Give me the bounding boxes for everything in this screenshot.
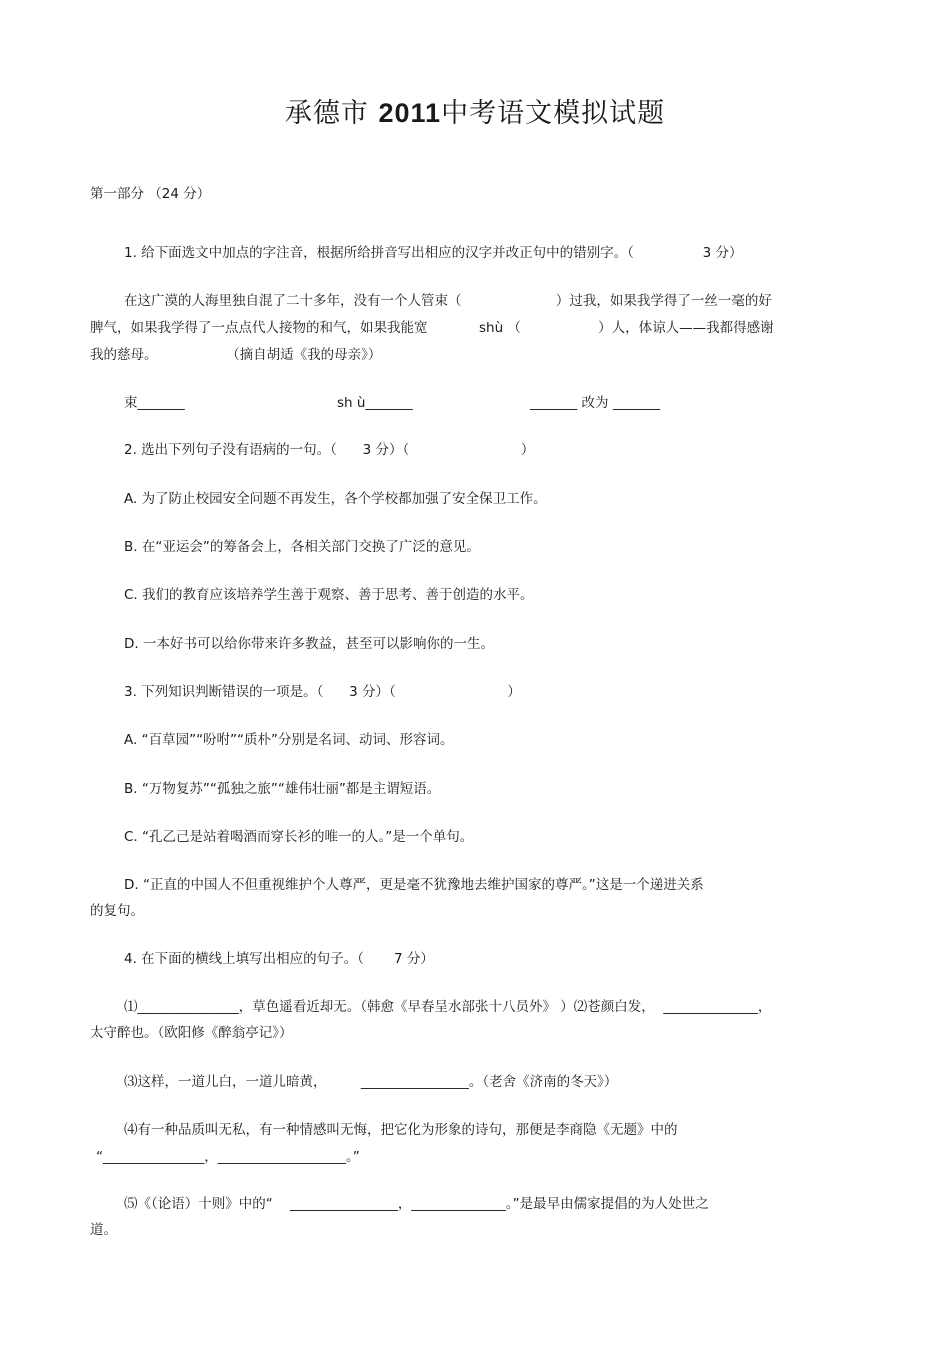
q2-option-c: C. 我们的教育应该培养学生善于观察、善于思考、善于创造的水平。	[124, 587, 534, 603]
q2-option-a: A. 为了防止校园安全问题不再发生，各个学校都加强了安全保卫工作。	[124, 491, 547, 507]
title-prefix: 承德市	[284, 98, 379, 129]
q1-passage-line: 脾气，如果我学得了一点点代人接物的和气，如果我能宽 shù （ ）人，体谅人——我都得感谢	[90, 320, 774, 336]
q3-option-a: A. “百草园”“吩咐”“质朴”分别是名词、动词、形容词。	[124, 732, 454, 748]
q2-stem: 2. 选出下列句子没有语病的一句。（ 3 分）（ ）	[124, 442, 535, 458]
q1-passage-line: 我的慈母。 （摘自胡适《我的母亲》）	[90, 347, 382, 363]
q2-option-d: D. 一本好书可以给你带来许多教益，甚至可以影响你的一生。	[124, 636, 494, 652]
q4-stem: 4. 在下面的横线上填写出相应的句子。（ 7 分）	[124, 951, 434, 967]
q1-blank-a: 束_______	[124, 395, 185, 411]
q4-item-5-continued: 道。	[90, 1222, 117, 1238]
title-suffix: 中考语文模拟试题	[441, 98, 666, 129]
q4-item-5: ⑸《（论语）十则》中的“ ________________，______________。”是最早由儒家提倡的为人处世之	[124, 1196, 709, 1212]
section-heading: 第一部分 （24 分）	[90, 186, 211, 202]
page-title	[0, 93, 950, 134]
q4-item-3: ⑶这样，一道儿白，一道儿暗黄， ________________。（老舍《济南的冬天》）	[124, 1074, 618, 1090]
q3-option-b: B. “万物复苏”“孤独之旅”“雄伟壮丽”都是主谓短语。	[124, 781, 441, 797]
q1-stem: 1. 给下面选文中加点的字注音，根据所给拼音写出相应的汉字并改正句中的错别字。（ 3 分）	[124, 245, 743, 261]
q4-item-1-continued: 太守醉也。（欧阳修《醉翁亭记》）	[90, 1025, 293, 1041]
q4-item-4-continued: “_______________，___________________。”	[96, 1149, 360, 1165]
q3-option-c: C. “孔乙己是站着喝酒而穿长衫的唯一的人。”是一个单句。	[124, 829, 474, 845]
q1-passage-line: 在这广漠的人海里独自混了二十多年，没有一个人管束（ ）过我，如果我学得了一丝一毫的好	[124, 293, 772, 309]
q4-item-1: ⑴_______________，草色遥看近却无。（韩愈《早春呈水部张十八员外》 ）⑵苍颜白发， ______________，	[124, 999, 772, 1015]
q1-blank-b: sh ù_______	[337, 395, 413, 411]
q2-option-b: B. 在“亚运会”的筹备会上，各相关部门交换了广泛的意见。	[124, 539, 480, 555]
q3-option-d: D. “正直的中国人不但重视维护个人尊严，更是毫不犹豫地去维护国家的尊严。”这是一个递进关系	[124, 877, 704, 893]
q3-option-d-continued: 的复句。	[90, 903, 144, 919]
q3-stem: 3. 下列知识判断错误的一项是。（ 3 分）（ ）	[124, 684, 521, 700]
title-year: 2011	[378, 98, 442, 128]
q4-item-4: ⑷有一种品质叫无私，有一种情感叫无悔，把它化为形象的诗句，那便是李商隐《无题》中的	[124, 1122, 678, 1138]
q1-blank-c: _______ 改为 _______	[530, 395, 661, 411]
